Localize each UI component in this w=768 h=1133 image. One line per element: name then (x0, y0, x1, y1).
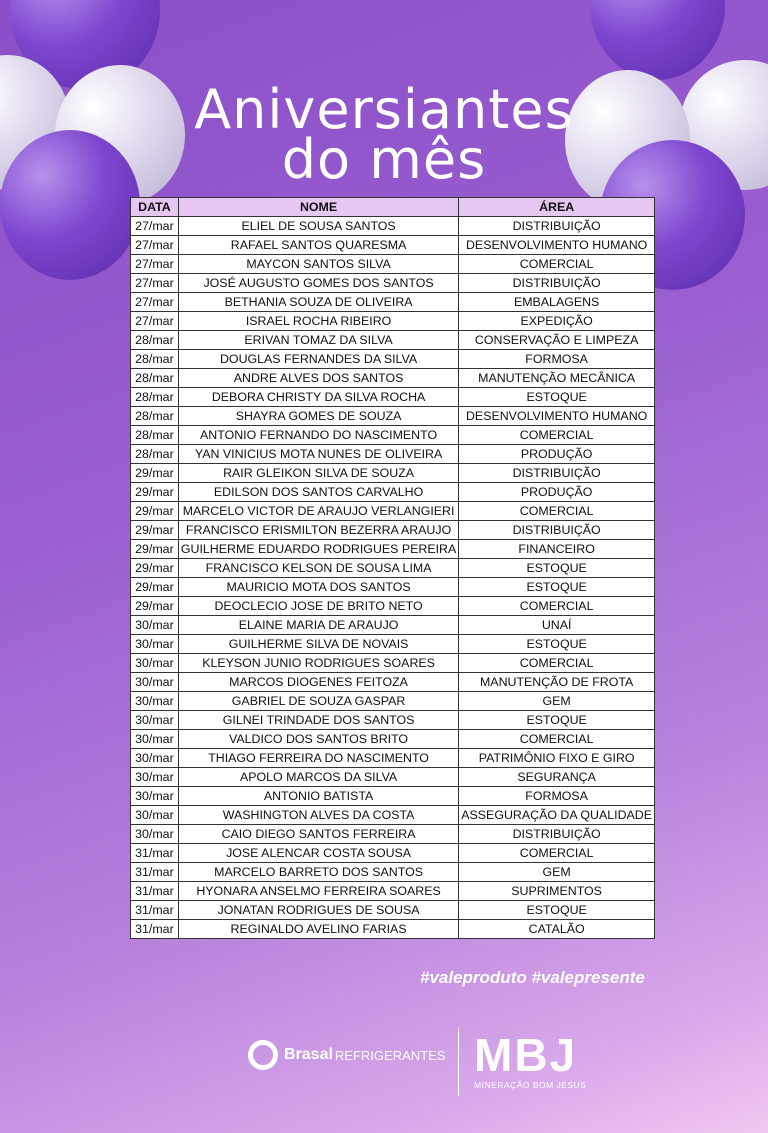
cell-area: ESTOQUE (459, 388, 655, 407)
cell-date: 27/mar (131, 255, 179, 274)
cell-area: ESTOQUE (459, 559, 655, 578)
cell-area: FINANCEIRO (459, 540, 655, 559)
cell-date: 29/mar (131, 540, 179, 559)
cell-area: COMERCIAL (459, 502, 655, 521)
table-row (131, 692, 655, 711)
cell-area: ESTOQUE (459, 901, 655, 920)
cell-date: 30/mar (131, 711, 179, 730)
table-row (131, 350, 655, 369)
cell-area: COMERCIAL (459, 844, 655, 863)
cell-date: 27/mar (131, 217, 179, 236)
birthday-table (130, 197, 655, 939)
cell-area: EXPEDIÇÃO (459, 312, 655, 331)
table-row (131, 749, 655, 768)
cell-name: MAURICIO MOTA DOS SANTOS (178, 578, 458, 597)
cell-date: 28/mar (131, 445, 179, 464)
table-row (131, 711, 655, 730)
cell-name: ISRAEL ROCHA RIBEIRO (178, 312, 458, 331)
cell-date: 29/mar (131, 578, 179, 597)
table-row (131, 388, 655, 407)
cell-area: DESENVOLVIMENTO HUMANO (459, 407, 655, 426)
cell-name: JOSE ALENCAR COSTA SOUSA (178, 844, 458, 863)
table-row (131, 654, 655, 673)
cell-area: ESTOQUE (459, 635, 655, 654)
logo-divider (458, 1028, 459, 1096)
table-row (131, 483, 655, 502)
cell-area: SEGURANÇA (459, 768, 655, 787)
table-header-row (131, 198, 655, 217)
cell-date: 30/mar (131, 673, 179, 692)
cell-name: RAFAEL SANTOS QUARESMA (178, 236, 458, 255)
brasal-logo-subtext: REFRIGERANTES (334, 1047, 446, 1063)
cell-name: DEBORA CHRISTY DA SILVA ROCHA (178, 388, 458, 407)
page-title-line2: do mês (281, 128, 487, 191)
cell-date: 28/mar (131, 369, 179, 388)
table-row (131, 255, 655, 274)
cell-date: 29/mar (131, 464, 179, 483)
cell-date: 28/mar (131, 407, 179, 426)
cell-name: RAIR GLEIKON SILVA DE SOUZA (178, 464, 458, 483)
cell-name: DOUGLAS FERNANDES DA SILVA (178, 350, 458, 369)
cell-date: 30/mar (131, 692, 179, 711)
cell-area: UNAÍ (459, 616, 655, 635)
cell-area: PRODUÇÃO (459, 445, 655, 464)
cell-area: ESTOQUE (459, 578, 655, 597)
cell-date: 30/mar (131, 806, 179, 825)
cell-name: JONATAN RODRIGUES DE SOUSA (178, 901, 458, 920)
brasal-ring-icon (248, 1040, 278, 1070)
cell-date: 27/mar (131, 293, 179, 312)
cell-area: COMERCIAL (459, 597, 655, 616)
table-row (131, 521, 655, 540)
cell-area: PRODUÇÃO (459, 483, 655, 502)
cell-area: FORMOSA (459, 350, 655, 369)
cell-date: 27/mar (131, 236, 179, 255)
table-row (131, 806, 655, 825)
cell-name: APOLO MARCOS DA SILVA (178, 768, 458, 787)
table-row (131, 217, 655, 236)
table-row (131, 768, 655, 787)
table-row (131, 825, 655, 844)
cell-name: ELIEL DE SOUSA SANTOS (178, 217, 458, 236)
cell-name: JOSÉ AUGUSTO GOMES DOS SANTOS (178, 274, 458, 293)
table-row (131, 312, 655, 331)
cell-name: THIAGO FERREIRA DO NASCIMENTO (178, 749, 458, 768)
cell-date: 31/mar (131, 920, 179, 939)
cell-name: GUILHERME EDUARDO RODRIGUES PEREIRA (178, 540, 458, 559)
table-row (131, 597, 655, 616)
table-row (131, 293, 655, 312)
table-row (131, 445, 655, 464)
mbj-logo-text: MBJ (474, 1029, 578, 1081)
cell-name: ELAINE MARIA DE ARAUJO (178, 616, 458, 635)
cell-area: FORMOSA (459, 787, 655, 806)
cell-name: ANTONIO FERNANDO DO NASCIMENTO (178, 426, 458, 445)
cell-area: DISTRIBUIÇÃO (459, 825, 655, 844)
cell-date: 27/mar (131, 274, 179, 293)
cell-name: MARCOS DIOGENES FEITOZA (178, 673, 458, 692)
table-row (131, 863, 655, 882)
table-row (131, 882, 655, 901)
table-row (131, 635, 655, 654)
cell-name: MAYCON SANTOS SILVA (178, 255, 458, 274)
cell-area: ASSEGURAÇÃO DA QUALIDADE (459, 806, 655, 825)
cell-date: 28/mar (131, 426, 179, 445)
cell-name: MARCELO BARRETO DOS SANTOS (178, 863, 458, 882)
table-row (131, 901, 655, 920)
cell-date: 30/mar (131, 635, 179, 654)
cell-date: 28/mar (131, 388, 179, 407)
cell-date: 30/mar (131, 654, 179, 673)
cell-name: FRANCISCO ERISMILTON BEZERRA ARAUJO (178, 521, 458, 540)
table-row (131, 274, 655, 293)
cell-area: CONSERVAÇÃO E LIMPEZA (459, 331, 655, 350)
cell-area: COMERCIAL (459, 426, 655, 445)
cell-area: MANUTENÇÃO DE FROTA (459, 673, 655, 692)
table-row (131, 369, 655, 388)
cell-name: DEOCLECIO JOSE DE BRITO NETO (178, 597, 458, 616)
hashtags: #valeproduto #valepresente (420, 968, 645, 987)
cell-name: EDILSON DOS SANTOS CARVALHO (178, 483, 458, 502)
table-row (131, 673, 655, 692)
cell-date: 28/mar (131, 350, 179, 369)
cell-date: 30/mar (131, 749, 179, 768)
cell-area: DISTRIBUIÇÃO (459, 464, 655, 483)
cell-name: SHAYRA GOMES DE SOUZA (178, 407, 458, 426)
table-row (131, 502, 655, 521)
cell-name: GUILHERME SILVA DE NOVAIS (178, 635, 458, 654)
cell-name: WASHINGTON ALVES DA COSTA (178, 806, 458, 825)
cell-name: CAIO DIEGO SANTOS FERREIRA (178, 825, 458, 844)
cell-name: HYONARA ANSELMO FERREIRA SOARES (178, 882, 458, 901)
table-row (131, 407, 655, 426)
cell-date: 31/mar (131, 863, 179, 882)
table-row (131, 331, 655, 350)
cell-date: 31/mar (131, 844, 179, 863)
cell-date: 31/mar (131, 901, 179, 920)
cell-date: 29/mar (131, 483, 179, 502)
cell-area: PATRIMÔNIO FIXO E GIRO (459, 749, 655, 768)
cell-area: EMBALAGENS (459, 293, 655, 312)
cell-name: GABRIEL DE SOUZA GASPAR (178, 692, 458, 711)
brasal-logo (248, 1040, 445, 1070)
table-body (131, 217, 655, 939)
cell-name: YAN VINICIUS MOTA NUNES DE OLIVEIRA (178, 445, 458, 464)
cell-date: 29/mar (131, 597, 179, 616)
cell-area: DISTRIBUIÇÃO (459, 521, 655, 540)
cell-name: BETHANIA SOUZA DE OLIVEIRA (178, 293, 458, 312)
cell-name: VALDICO DOS SANTOS BRITO (178, 730, 458, 749)
cell-area: DISTRIBUIÇÃO (459, 274, 655, 293)
cell-area: SUPRIMENTOS (459, 882, 655, 901)
cell-area: COMERCIAL (459, 654, 655, 673)
cell-area: DESENVOLVIMENTO HUMANO (459, 236, 655, 255)
cell-date: 29/mar (131, 521, 179, 540)
table-row (131, 559, 655, 578)
cell-name: REGINALDO AVELINO FARIAS (178, 920, 458, 939)
cell-area: GEM (459, 863, 655, 882)
cell-date: 29/mar (131, 502, 179, 521)
cell-name: MARCELO VICTOR DE ARAUJO VERLANGIERI (178, 502, 458, 521)
cell-date: 31/mar (131, 882, 179, 901)
cell-date: 30/mar (131, 730, 179, 749)
mbj-logo-subtext: MINERAÇÃO BOM JESUS (474, 1080, 587, 1090)
cell-date: 29/mar (131, 559, 179, 578)
table-row (131, 616, 655, 635)
cell-area: DISTRIBUIÇÃO (459, 217, 655, 236)
table-row (131, 787, 655, 806)
cell-date: 30/mar (131, 768, 179, 787)
cell-area: COMERCIAL (459, 730, 655, 749)
cell-name: ANTONIO BATISTA (178, 787, 458, 806)
cell-date: 28/mar (131, 331, 179, 350)
page-title-line1: Aniversiantes (194, 78, 574, 141)
cell-name: ERIVAN TOMAZ DA SILVA (178, 331, 458, 350)
column-header-area: ÁREA (459, 198, 655, 217)
table-row (131, 426, 655, 445)
table-row (131, 844, 655, 863)
cell-date: 30/mar (131, 825, 179, 844)
brasal-logo-text: Brasal (284, 1046, 333, 1063)
cell-date: 27/mar (131, 312, 179, 331)
cell-name: FRANCISCO KELSON DE SOUSA LIMA (178, 559, 458, 578)
cell-area: GEM (459, 692, 655, 711)
cell-name: GILNEI TRINDADE DOS SANTOS (178, 711, 458, 730)
column-header-name: NOME (178, 198, 458, 217)
mbj-logo (474, 1029, 587, 1090)
table-row (131, 236, 655, 255)
cell-area: CATALÃO (459, 920, 655, 939)
cell-date: 30/mar (131, 787, 179, 806)
balloon-decoration (590, 0, 725, 80)
cell-name: ANDRE ALVES DOS SANTOS (178, 369, 458, 388)
cell-area: MANUTENÇÃO MECÂNICA (459, 369, 655, 388)
table-row (131, 540, 655, 559)
table-row (131, 464, 655, 483)
cell-date: 30/mar (131, 616, 179, 635)
cell-area: ESTOQUE (459, 711, 655, 730)
table-row (131, 578, 655, 597)
column-header-date: DATA (131, 198, 179, 217)
table-row (131, 920, 655, 939)
cell-name: KLEYSON JUNIO RODRIGUES SOARES (178, 654, 458, 673)
table-row (131, 730, 655, 749)
cell-area: COMERCIAL (459, 255, 655, 274)
